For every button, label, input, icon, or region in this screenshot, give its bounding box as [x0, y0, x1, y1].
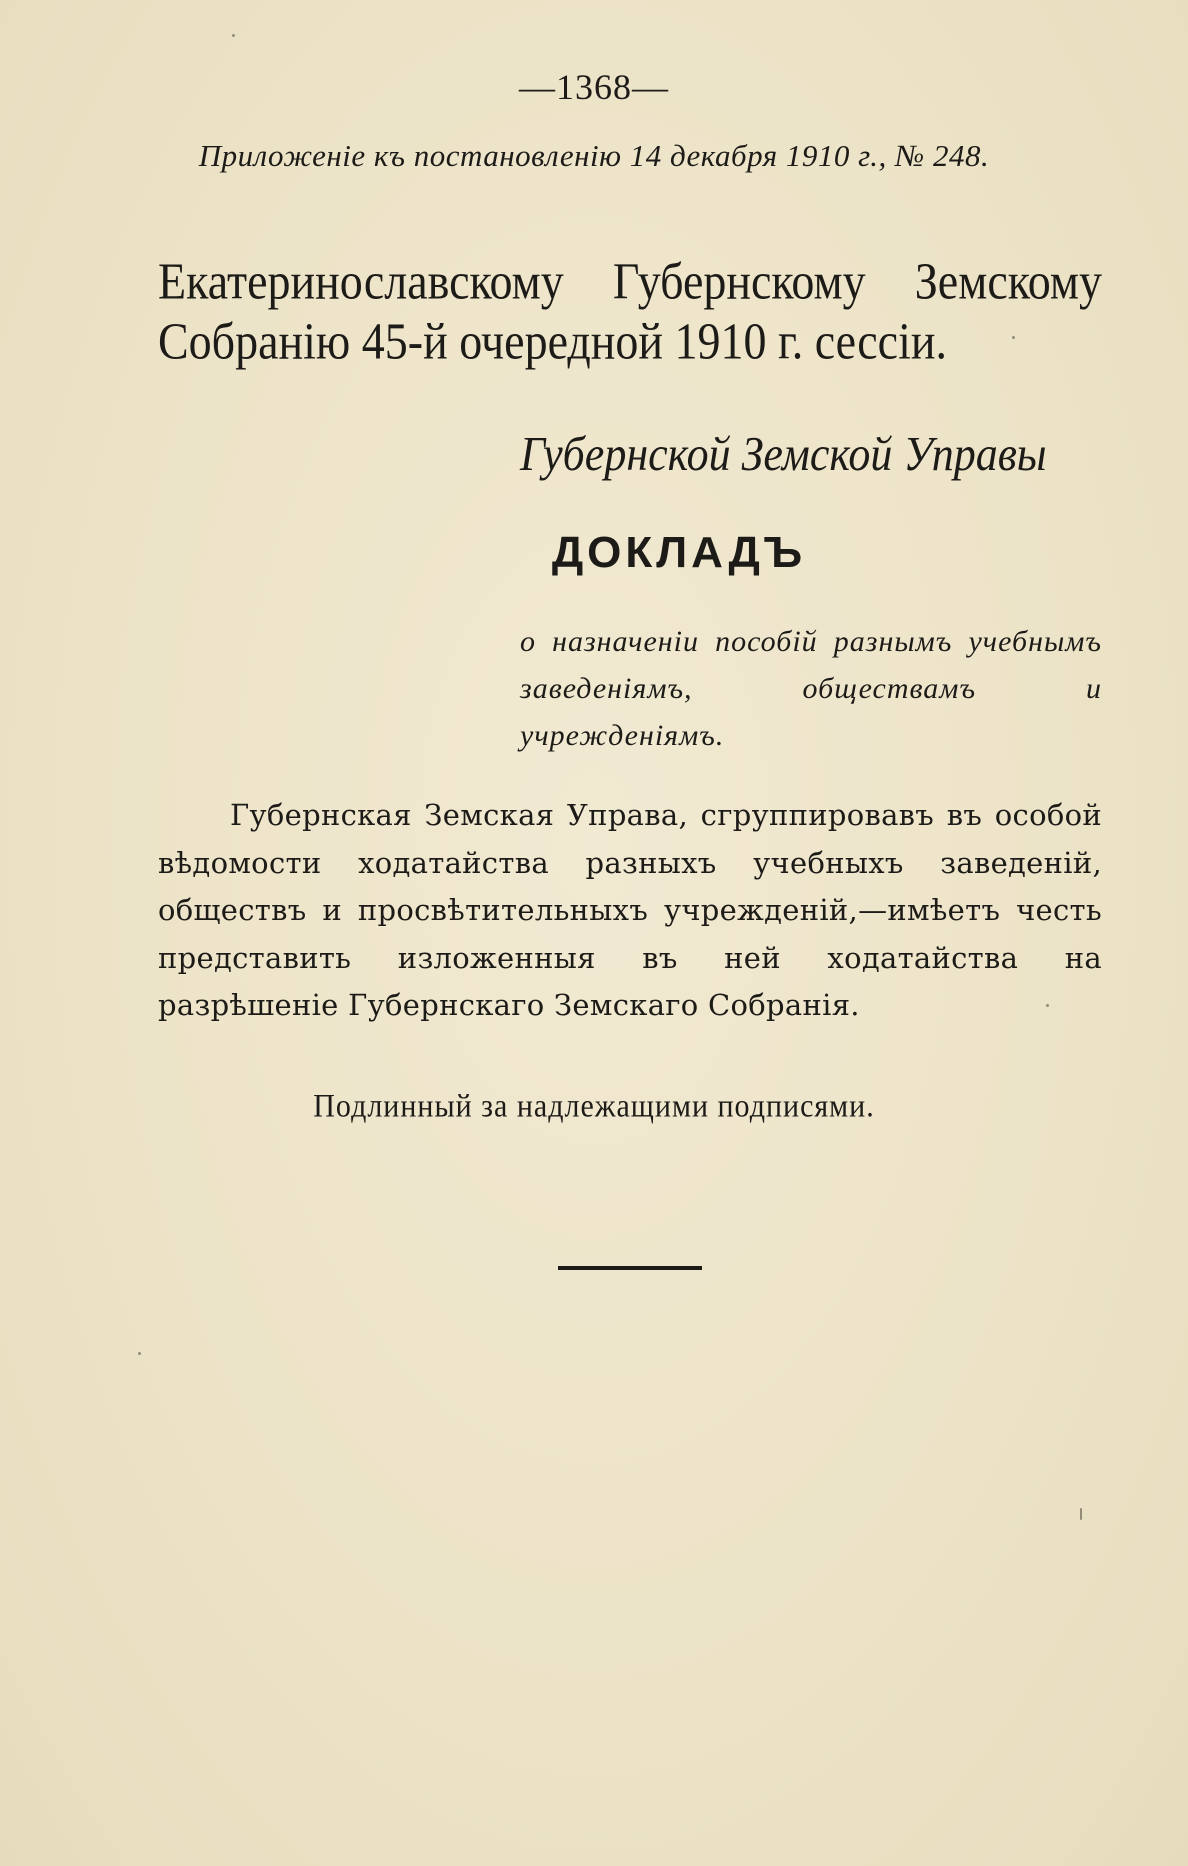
- addressee-line-1: Екатеринославскому Губернскому Земскому: [158, 252, 1102, 310]
- paper-speck: [138, 1352, 141, 1355]
- appendix-reference: Приложеніе къ постановленію 14 декабря 1910 г., № 248.: [198, 138, 990, 173]
- closing-rule: [558, 1266, 702, 1270]
- paper-speck: [232, 34, 235, 37]
- body-paragraph: Губернская Земская Управа, сгруппировавъ въ особой вѣдомости ходатайства разныхъ учебныхъ заведеній, обществъ и просвѣтительныхъ учрежденій,—имѣетъ честь представить изложенныя въ ней ходатайства на разрѣшеніе Губернскаго Земскаго Собранія.: [158, 798, 1102, 1022]
- report-title: ДОКЛАДЪ: [551, 528, 807, 577]
- signature-note: Подлинный за надлежащими подписями.: [313, 1088, 875, 1125]
- paper-speck: [1012, 336, 1015, 339]
- paper-speck: [1080, 1508, 1082, 1520]
- report-subject: о назначеніи пособій разнымъ учебнымъ заведеніямъ, обществамъ и учрежденіямъ.: [520, 625, 1102, 752]
- board-name: Губернской Земской Управы: [520, 427, 1047, 481]
- addressee-line-2: Собранію 45-й очередной 1910 г. сессіи.: [158, 312, 947, 370]
- paper-speck: [1046, 1004, 1049, 1007]
- page-number: —1368—: [519, 67, 669, 107]
